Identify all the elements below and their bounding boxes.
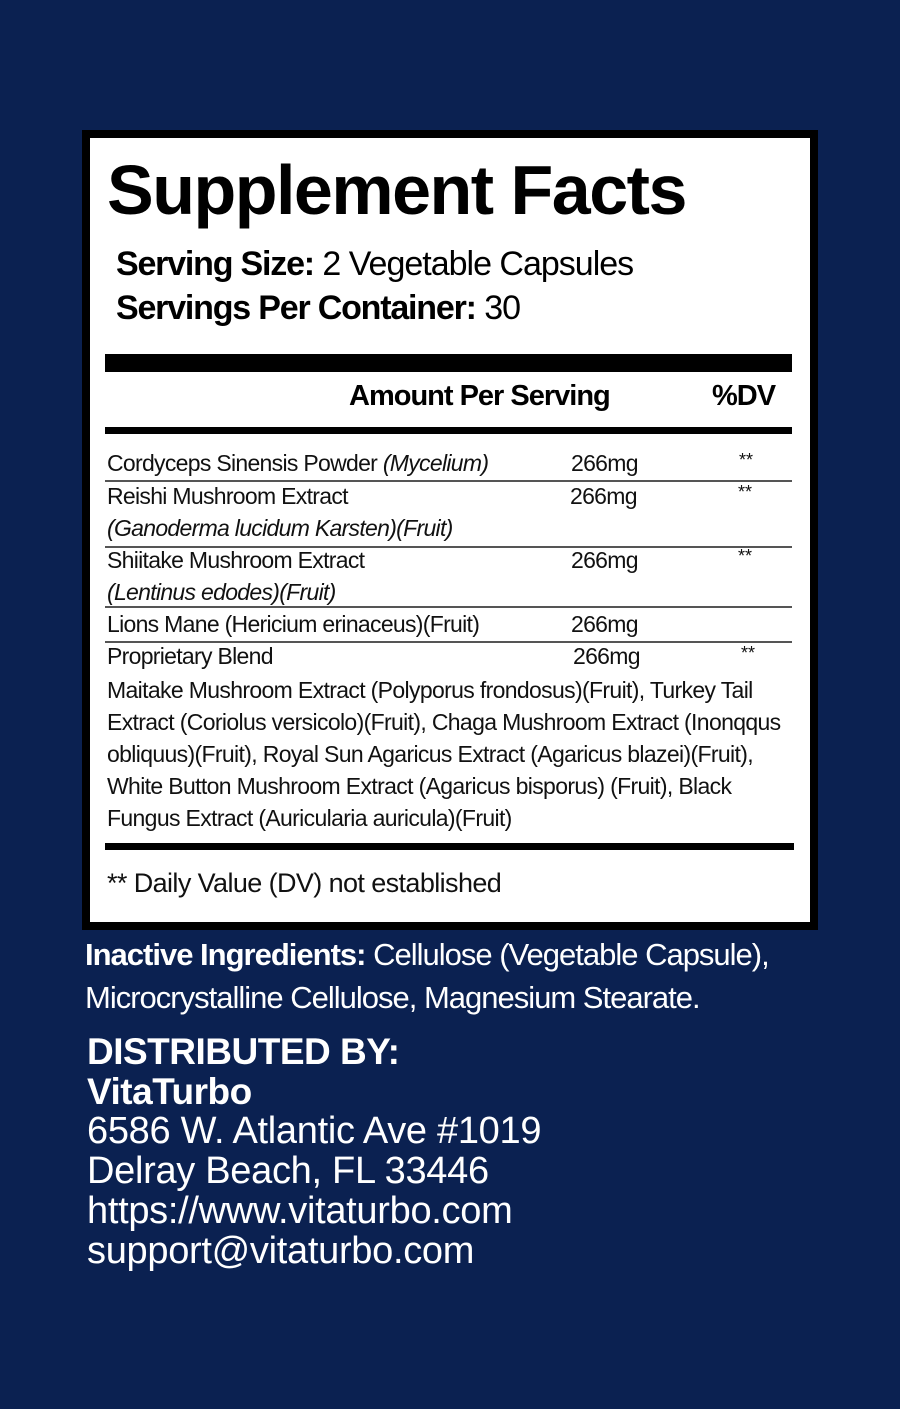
distributed-by-heading: DISTRIBUTED BY:	[87, 1031, 400, 1072]
distributor-name: VitaTurbo	[87, 1071, 252, 1112]
row-divider	[105, 606, 792, 608]
ingredient-dv: **	[741, 643, 756, 663]
ingredient-amount: 266mg	[571, 611, 638, 637]
ingredient-name: Shiitake Mushroom Extract	[107, 547, 365, 573]
thick-divider	[105, 354, 792, 372]
inactive-ingredients	[85, 933, 865, 1019]
ingredient-dv: **	[738, 482, 753, 502]
ingredient-name	[107, 450, 488, 477]
website-link[interactable]: https://www.vitaturbo.com	[87, 1190, 513, 1232]
address-line-1: 6586 W. Atlantic Ave #1019	[87, 1110, 542, 1152]
ingredient-name: Lions Mane (Hericium erinaceus)(Fruit)	[107, 611, 480, 637]
header-amount: Amount Per Serving	[349, 380, 610, 412]
ingredient-amount: 266mg	[573, 643, 640, 669]
serving-size-label: Serving Size:	[116, 245, 314, 283]
ingredient-subname: (Lentinus edodes)(Fruit)	[107, 579, 336, 605]
ingredient-name: Reishi Mushroom Extract	[107, 483, 348, 509]
inactive-label: Inactive Ingredients:	[85, 937, 366, 972]
address-line-2: Delray Beach, FL 33446	[87, 1150, 489, 1192]
row-divider	[105, 480, 792, 482]
email-link[interactable]: support@vitaturbo.com	[87, 1230, 475, 1272]
bottom-divider	[105, 843, 794, 850]
ingredient-dv: **	[738, 546, 753, 566]
ingredient-subname: (Ganoderma lucidum Karsten)(Fruit)	[107, 515, 453, 541]
ingredient-amount: 266mg	[571, 547, 638, 573]
inactive-value: Cellulose (Vegetable Capsule), Microcrystalline Cellulose, Magnesium Stearate.	[85, 937, 769, 1015]
footnote: ** Daily Value (DV) not established	[107, 868, 502, 898]
ingredient-dv: **	[739, 450, 754, 470]
header-divider	[105, 427, 792, 434]
header-dv: %DV	[712, 380, 776, 412]
servings-per-container	[116, 289, 520, 328]
panel-title: Supplement Facts	[107, 151, 686, 229]
ingredient-name: Proprietary Blend	[107, 643, 273, 669]
ingredient-amount: 266mg	[570, 483, 637, 509]
proprietary-blend-ingredients: Maitake Mushroom Extract (Polyporus frondosus)(Fruit), Turkey Tail Extract (Coriolus versicolo)(Fruit), Chaga Mushroom Extract (Inonqqus obliquus)(Fruit), Royal Sun Agaricus Extract (Agaricus blazei)(Fruit), White Button Mushroom Extract (Agaricus bisporus) (Fruit), Black Fungus Extract (Auricularia auricula)(Fruit)	[107, 677, 781, 831]
servings-per-container-value: 30	[484, 289, 521, 327]
serving-size-value: 2 Vegetable Capsules	[322, 245, 634, 283]
ingredient-amount: 266mg	[571, 450, 638, 476]
ingredient-name-text: Cordyceps Sinensis Powder	[107, 450, 378, 476]
ingredient-source: (Mycelium)	[382, 450, 489, 476]
servings-per-container-label: Servings Per Container:	[116, 289, 476, 327]
serving-size	[116, 245, 633, 284]
